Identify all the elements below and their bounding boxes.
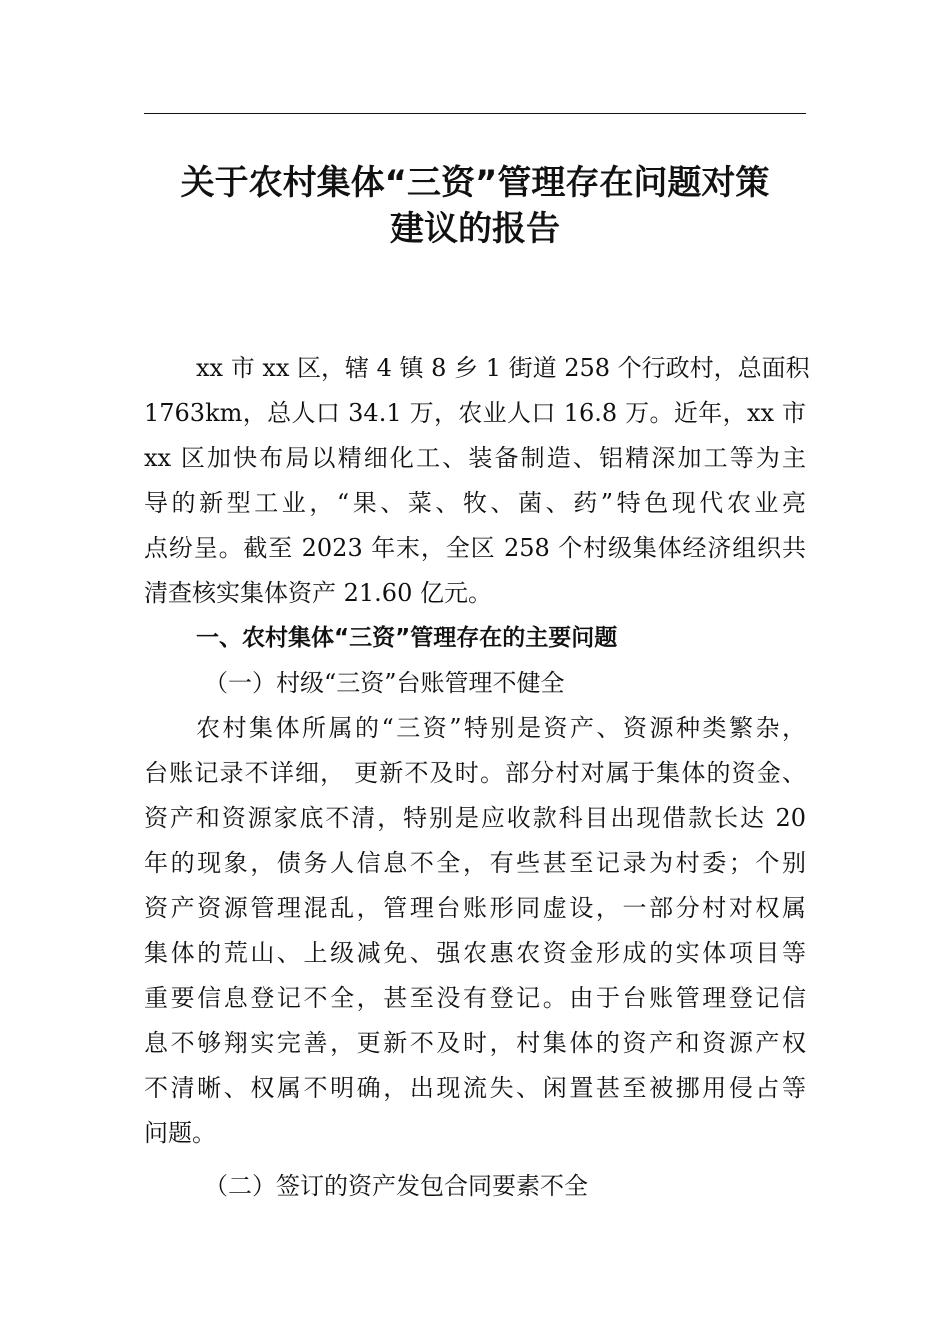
title-line-1: 关于农村集体“三资”管理存在问题对策 xyxy=(180,163,770,203)
paragraph-line: 清查核实集体资产 21.60 亿元。 xyxy=(144,579,492,607)
paragraph-line: 资产和资源家底不清，特别是应收款科目出现借款长达 20 xyxy=(144,804,806,832)
paragraph-line: 台账记录不详细， 更新不及时。部分村对属于集体的资金、 xyxy=(144,759,806,787)
paragraph-line: 集体的荒山、上级减免、强农惠农资金形成的实体项目等 xyxy=(144,939,806,967)
paragraph-line: xx 区加快布局以精细化工、装备制造、铝精深加工等为主 xyxy=(144,444,806,472)
paragraph-line: 息不够翔实完善，更新不及时，村集体的资产和资源产权 xyxy=(144,1029,806,1057)
section-heading: 一、农村集体“三资”管理存在的主要问题 xyxy=(196,625,618,651)
paragraph-line: 年的现象，债务人信息不全，有些甚至记录为村委；个别 xyxy=(144,849,806,877)
paragraph-line: xx 市 xx 区，辖 4 镇 8 乡 1 街道 258 个行政村，总面积 xyxy=(196,354,810,382)
title-line-2: 建议的报告 xyxy=(390,209,560,249)
header-rule xyxy=(144,113,806,114)
paragraph-line: 不清晰、权属不明确，出现流失、闲置甚至被挪用侵占等 xyxy=(144,1074,806,1102)
paragraph-line: 重要信息登记不全，甚至没有登记。由于台账管理登记信 xyxy=(144,984,806,1012)
paragraph-line: 导的新型工业，“果、菜、牧、菌、药”特色现代农业亮 xyxy=(144,489,806,517)
paragraph-line: 农村集体所属的“三资”特别是资产、资源种类繁杂， xyxy=(196,714,806,742)
paragraph-line: 资产资源管理混乱，管理台账形同虚设，一部分村对权属 xyxy=(144,894,806,922)
document-body xyxy=(144,346,810,1209)
intro-paragraph xyxy=(144,346,810,616)
document-title xyxy=(144,160,806,252)
paragraph-gap xyxy=(144,1156,806,1164)
paragraph-line: 1763km，总人口 34.1 万，农业人口 16.8 万。近年，xx 市 xyxy=(144,399,806,427)
subsection-heading: （二）签订的资产发包合同要素不全 xyxy=(204,1172,588,1200)
paragraph-line: 问题。 xyxy=(144,1119,216,1147)
paragraph-line: 点纷呈。截至 2023 年末，全区 258 个村级集体经济组织共 xyxy=(144,534,806,562)
section-paragraph xyxy=(144,706,806,1156)
subsection-heading: （一）村级“三资”台账管理不健全 xyxy=(204,669,565,697)
